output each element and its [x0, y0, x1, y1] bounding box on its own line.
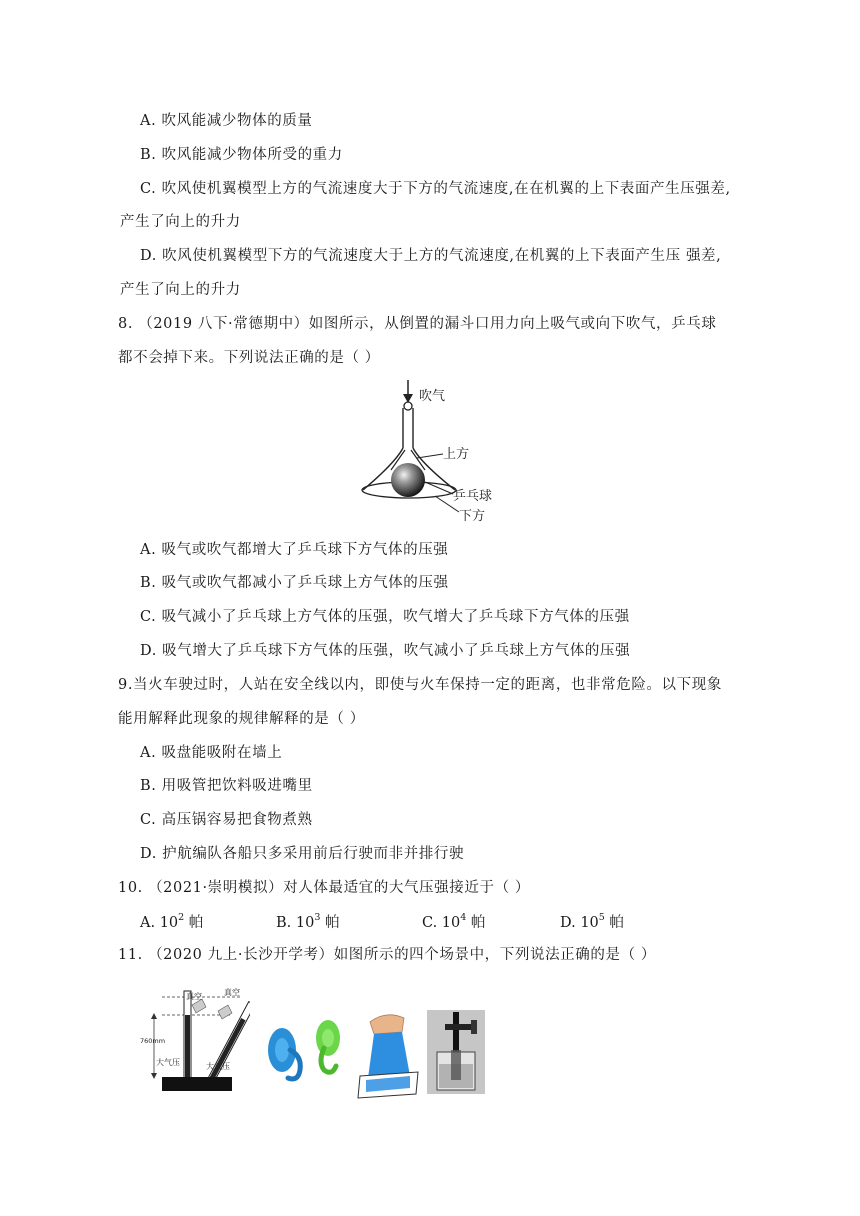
q8-stem-cont: 都不会掉下来。下列说法正确的是（ ） — [118, 350, 380, 366]
q10-option-d: D. $10^5$ 帕 — [560, 912, 624, 931]
q10-option-c: C. $10^4$ 帕 — [422, 912, 486, 931]
q11-inverted-cup-figure — [356, 1010, 422, 1100]
q8-option-a: A. 吸气或吹气都增大了乒乓球下方气体的压强 — [140, 542, 449, 558]
q7-option-c-cont: 产生了向上的升力 — [120, 214, 241, 230]
q11-torricelli-figure — [140, 985, 250, 1095]
q8-option-c: C. 吸气减小了乒乓球上方气体的压强，吹气增大了乒乓球下方气体的压强 — [140, 609, 630, 625]
q8-stem: 8. （2019 八下·常德期中）如图所示，从倒置的漏斗口用力向上吸气或向下吹气，乒乓球 — [118, 316, 717, 332]
q7-option-a: A. 吹风能减少物体的质量 — [140, 113, 313, 129]
q9-stem-cont: 能用解释此现象的规律解释的是（ ） — [118, 711, 365, 727]
q10-option-a: A. $10^2$ 帕 — [140, 912, 204, 931]
q8-label-ball: 乒乓球 — [453, 489, 493, 504]
q10-options — [140, 911, 660, 931]
q7-option-d: D. 吹风使机翼模型下方的气流速度大于上方的气流速度,在机翼的上下表面产生压 强差, — [140, 248, 722, 264]
q8-label-above: 上方 — [443, 447, 470, 462]
q10-stem: 10. （2021·崇明模拟）对人体最适宜的大气压强接近于（ ） — [118, 880, 530, 896]
q9-option-a: A. 吸盘能吸附在墙上 — [140, 745, 283, 761]
q7-option-c: C. 吹风使机翼模型上方的气流速度大于下方的气流速度,在在机翼的上下表面产生压强差, — [140, 181, 731, 197]
q9-option-c: C. 高压锅容易把食物煮熟 — [140, 812, 313, 828]
q9-stem: 9.当火车驶过时，人站在安全线以内，即使与火车保持一定的距离，也非常危险。以下现象 — [118, 677, 722, 693]
q8-funnel-figure — [355, 378, 505, 528]
q11-label-vacuum-2: 真空 — [224, 988, 240, 997]
q11-label-vacuum-1: 真空 — [186, 992, 202, 1001]
q7-option-d-cont: 产生了向上的升力 — [120, 282, 241, 298]
q8-option-b: B. 吸气或吹气都减小了乒乓球上方气体的压强 — [140, 575, 449, 591]
q11-label-atm-2: 大气压 — [206, 1062, 230, 1071]
q11-beaker-photo-figure — [427, 1010, 485, 1094]
q9-option-b: B. 用吸管把饮料吸进嘴里 — [140, 778, 313, 794]
q11-suction-cup-figure — [262, 1018, 352, 1088]
q8-label-blow: 吹气 — [419, 389, 446, 404]
q11-label-atm-1: 大气压 — [156, 1058, 180, 1067]
q8-label-below: 下方 — [459, 509, 486, 524]
q9-option-d: D. 护航编队各船只多采用前后行驶而非并排行驶 — [140, 846, 465, 862]
q11-stem: 11. （2020 九上·长沙开学考）如图所示的四个场景中，下列说法正确的是（ ） — [118, 947, 656, 963]
q10-option-b: B. $10^3$ 帕 — [276, 912, 340, 931]
q8-option-d: D. 吸气增大了乒乓球下方气体的压强，吹气减小了乒乓球上方气体的压强 — [140, 643, 631, 659]
q7-option-b: B. 吹风能减少物体所受的重力 — [140, 147, 343, 163]
q11-label-height: 760mm — [140, 1037, 166, 1045]
